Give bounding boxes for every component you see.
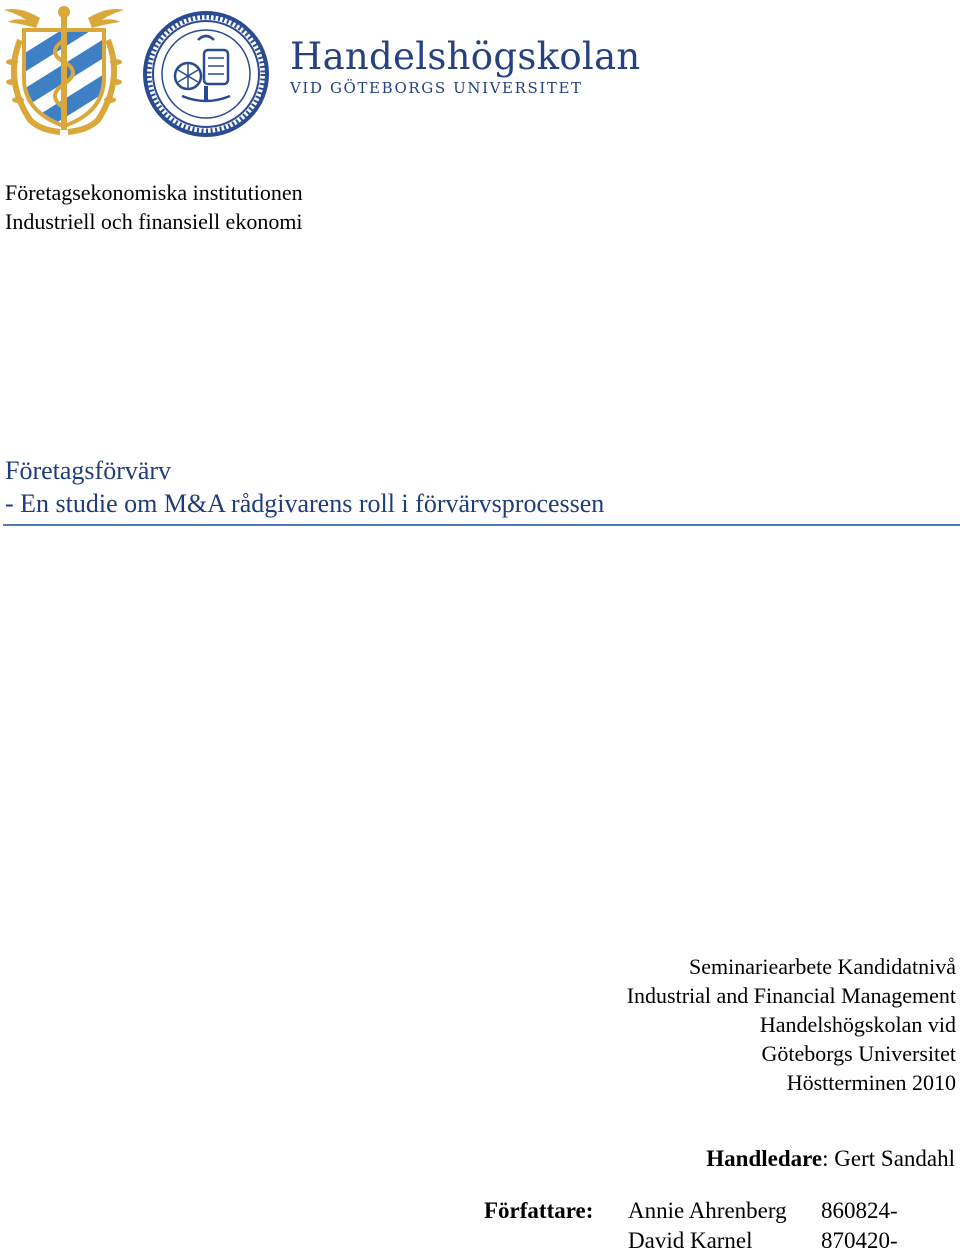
author-id: 860824- <box>821 1198 898 1223</box>
title-line-1: Företagsförvärv <box>5 456 172 485</box>
caduceus-crest-icon <box>0 0 128 140</box>
institution-line-2: Industriell och finansiell ekonomi <box>5 209 303 234</box>
meta-line: Seminariearbete Kandidatnivå <box>689 954 956 979</box>
meta-line: Industrial and Financial Management <box>626 983 956 1008</box>
author-row <box>628 1226 898 1256</box>
institution-line-1: Företagsekonomiska institutionen <box>5 180 303 205</box>
university-seal-icon <box>142 10 270 138</box>
author-id: 870420- <box>821 1228 898 1253</box>
title-line-2: - En studie om M&A rådgivarens roll i förvärvsprocessen <box>5 489 605 518</box>
supervisor-name: Gert Sandahl <box>834 1146 955 1171</box>
supervisor-separator: : <box>822 1146 829 1171</box>
meta-line: Handelshögskolan vid <box>759 1012 956 1037</box>
authors-label: Författare: <box>484 1198 594 1223</box>
meta-line: Höstterminen 2010 <box>786 1070 956 1095</box>
author-name: David Karnel <box>628 1228 753 1253</box>
school-name: Handelshögskolan <box>290 35 641 78</box>
school-subtitle: VID GÖTEBORGS UNIVERSITET <box>290 79 583 97</box>
institution-block <box>5 178 303 236</box>
meta-line: Göteborgs Universitet <box>761 1041 956 1066</box>
author-name: Annie Ahrenberg <box>628 1198 787 1223</box>
thesis-title <box>5 454 604 520</box>
supervisor-label: Handledare <box>706 1146 823 1171</box>
title-divider <box>3 524 960 526</box>
author-row <box>628 1196 898 1226</box>
supervisor-line <box>706 1146 955 1172</box>
school-wordmark <box>290 35 641 97</box>
thesis-meta <box>627 952 956 1097</box>
